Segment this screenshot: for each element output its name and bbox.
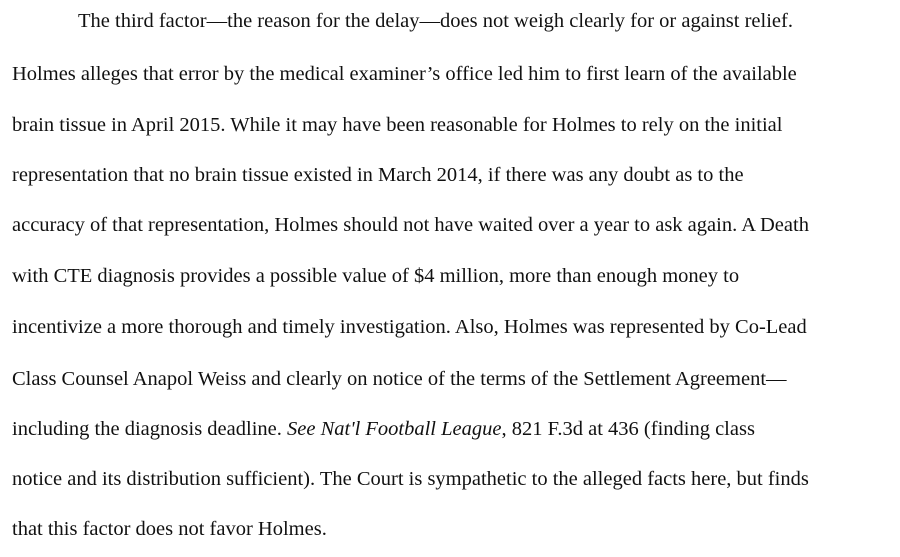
paragraph-line-11: that this factor does not favor Holmes. (12, 518, 327, 540)
paragraph-line-1: The third factor—the reason for the delay—does not weigh clearly for or against relief. (78, 10, 793, 32)
paragraph-line-4: representation that no brain tissue existed in March 2014, if there was any doubt as to the (12, 164, 744, 186)
line-9-text-after: , 821 F.3d at 436 (finding class (501, 418, 755, 440)
paragraph-line-8: Class Counsel Anapol Weiss and clearly on notice of the terms of the Settlement Agreement— (12, 368, 787, 390)
paragraph-line-6: with CTE diagnosis provides a possible value of $4 million, more than enough money to (12, 265, 740, 287)
paragraph-line-2: Holmes alleges that error by the medical examiner’s office led him to first learn of the available (12, 63, 797, 85)
paragraph-line-5: accuracy of that representation, Holmes should not have waited over a year to ask again. A Death (12, 214, 809, 236)
paragraph-line-3: brain tissue in April 2015. While it may have been reasonable for Holmes to rely on the initial (12, 114, 783, 136)
line-9-text-before: including the diagnosis deadline. (12, 418, 287, 440)
case-citation: See Nat'l Football League (287, 418, 502, 440)
paragraph-line-7: incentivize a more thorough and timely investigation. Also, Holmes was represented by Co-Lead (12, 316, 807, 338)
paragraph-line-9 (12, 417, 755, 441)
paragraph-line-10: notice and its distribution sufficient). The Court is sympathetic to the alleged facts here, but finds (12, 468, 809, 490)
